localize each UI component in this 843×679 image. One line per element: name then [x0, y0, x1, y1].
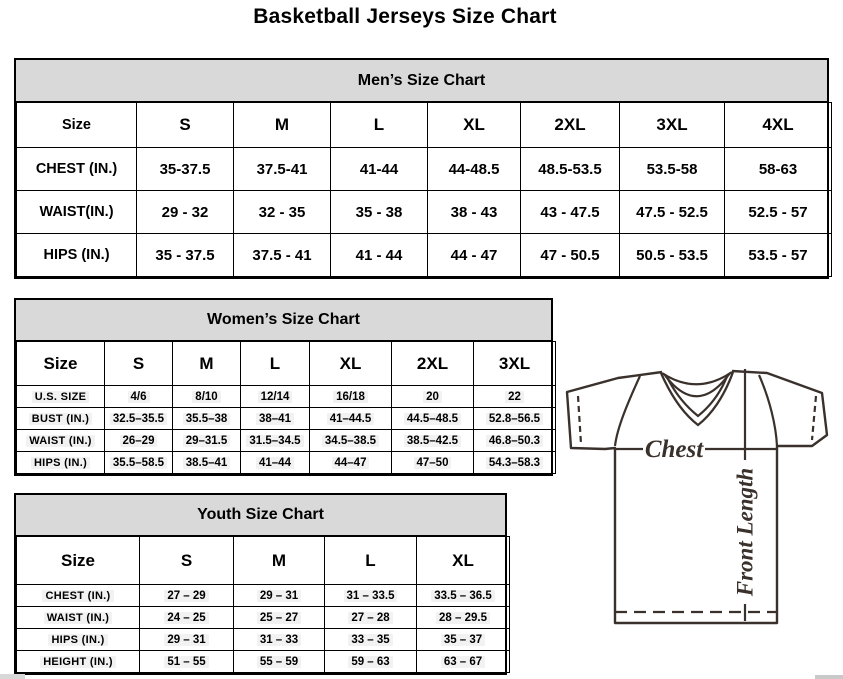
mens-grid-table	[16, 102, 832, 277]
mens-row-label-text: HIPS (IN.)	[43, 247, 110, 263]
youth-value-cell	[234, 629, 325, 651]
womens-value-cell-text: 44–47	[332, 457, 370, 469]
youth-column-header	[17, 537, 140, 585]
right-cuff-dashed-line	[812, 396, 816, 440]
right-armhole-seam	[759, 375, 777, 446]
womens-value-cell	[392, 386, 474, 408]
youth-value-cell-text: 29 – 31	[164, 634, 208, 646]
womens-column-header-text: L	[269, 353, 281, 373]
youth-data-row	[17, 585, 510, 607]
womens-row-label-text: BUST (IN.)	[29, 413, 92, 425]
youth-row-label	[17, 585, 140, 607]
mens-value-cell-text: 52.5 - 57	[748, 203, 808, 221]
womens-value-cell-text: 54.3–58.3	[486, 457, 543, 469]
womens-value-cell	[241, 408, 310, 430]
page-title: Basketball Jerseys Size Chart	[253, 5, 557, 28]
womens-column-header	[310, 342, 392, 386]
youth-row-label	[17, 629, 140, 651]
mens-value-cell-text: 50.5 - 53.5	[636, 246, 708, 264]
womens-value-cell	[105, 452, 173, 474]
mens-column-header-text: 2XL	[554, 115, 586, 134]
mens-value-cell	[521, 148, 620, 191]
youth-value-cell	[234, 651, 325, 673]
womens-value-cell	[392, 408, 474, 430]
youth-data-row	[17, 629, 510, 651]
youth-value-cell	[325, 607, 417, 629]
youth-value-cell	[234, 585, 325, 607]
womens-column-header-text: XL	[339, 353, 362, 373]
mens-column-header-text: 4XL	[762, 115, 794, 134]
youth-row-label-text: HEIGHT (IN.)	[40, 656, 116, 668]
youth-column-header-text: XL	[452, 550, 474, 570]
mens-value-cell	[331, 191, 428, 234]
womens-value-cell-text: 8/10	[192, 391, 220, 403]
mens-column-header	[234, 103, 331, 148]
jersey-measurement-diagram	[556, 360, 841, 674]
mens-row-label	[17, 191, 137, 234]
youth-value-cell	[234, 607, 325, 629]
left-cuff-dashed-line	[578, 396, 581, 444]
womens-value-cell	[310, 430, 392, 452]
mens-column-header-text: 3XL	[656, 115, 688, 134]
youth-value-cell	[417, 651, 510, 673]
mens-value-cell-text: 53.5 - 57	[748, 246, 808, 264]
youth-row-label-text: WAIST (IN.)	[44, 612, 113, 624]
womens-value-cell-text: 41–44	[256, 457, 294, 469]
womens-value-cell-text: 20	[423, 391, 442, 403]
mens-row-label	[17, 234, 137, 277]
womens-value-cell-text: 34.5–38.5	[322, 435, 379, 447]
mens-column-header	[428, 103, 521, 148]
scrollbar-fragment-left[interactable]	[0, 674, 25, 679]
youth-column-header-text: S	[180, 550, 193, 570]
mens-value-cell-text: 47.5 - 52.5	[636, 203, 708, 221]
womens-value-cell	[241, 452, 310, 474]
womens-value-cell-text: 47–50	[414, 457, 452, 469]
mens-column-header-text: S	[179, 115, 191, 134]
mens-size-chart-table	[14, 58, 829, 279]
womens-column-header-text: 2XL	[416, 353, 449, 373]
mens-value-cell	[331, 148, 428, 191]
mens-data-row	[17, 148, 832, 191]
youth-value-cell-text: 35 – 37	[441, 634, 485, 646]
womens-value-cell-text: 38–41	[256, 413, 294, 425]
mens-value-cell-text: 44 - 47	[450, 246, 498, 264]
youth-value-cell-text: 55 – 59	[257, 656, 301, 668]
youth-value-cell-text: 28 – 29.5	[436, 612, 490, 624]
youth-value-cell-text: 24 – 25	[164, 612, 208, 624]
youth-column-header	[325, 537, 417, 585]
mens-data-row	[17, 191, 832, 234]
youth-column-header-text: M	[271, 550, 287, 570]
youth-column-header-text: Size	[60, 550, 96, 570]
mens-value-cell	[137, 148, 234, 191]
mens-table-title: Men’s Size Chart	[16, 60, 827, 102]
mens-value-cell-text: 37.5-41	[256, 160, 308, 178]
youth-value-cell	[140, 629, 234, 651]
womens-data-row	[17, 408, 556, 430]
mens-value-cell-text: 47 - 50.5	[540, 246, 600, 264]
youth-row-label	[17, 651, 140, 673]
womens-value-cell	[173, 452, 241, 474]
womens-value-cell-text: 4/6	[128, 391, 150, 403]
youth-size-chart-table	[14, 493, 507, 675]
mens-value-cell	[521, 191, 620, 234]
youth-row-label	[17, 607, 140, 629]
mens-value-cell	[234, 148, 331, 191]
mens-value-cell-text: 38 - 43	[450, 203, 498, 221]
womens-value-cell-text: 38.5–42.5	[404, 435, 461, 447]
youth-value-cell	[417, 607, 510, 629]
youth-value-cell-text: 27 – 28	[348, 612, 392, 624]
mens-column-header	[331, 103, 428, 148]
mens-value-cell-text: 58-63	[758, 160, 798, 178]
mens-column-header	[620, 103, 725, 148]
youth-value-cell-text: 33.5 – 36.5	[431, 590, 495, 602]
womens-value-cell-text: 35.5–38	[183, 413, 231, 425]
mens-column-header	[137, 103, 234, 148]
youth-value-cell	[325, 585, 417, 607]
mens-value-cell-text: 32 - 35	[258, 203, 306, 221]
womens-value-cell	[474, 408, 556, 430]
youth-value-cell	[325, 629, 417, 651]
womens-value-cell	[105, 408, 173, 430]
mens-value-cell-text: 44-48.5	[448, 160, 500, 178]
womens-value-cell	[241, 386, 310, 408]
womens-column-header-text: S	[132, 353, 145, 373]
mens-value-cell	[331, 234, 428, 277]
womens-value-cell	[310, 408, 392, 430]
womens-value-cell-text: 46.8–50.3	[486, 435, 543, 447]
mens-data-row	[17, 234, 832, 277]
womens-value-cell	[474, 452, 556, 474]
youth-data-row	[17, 607, 510, 629]
chest-label: Chest	[644, 436, 704, 463]
youth-value-cell	[325, 651, 417, 673]
womens-data-row	[17, 430, 556, 452]
mens-value-cell	[521, 234, 620, 277]
mens-column-header	[521, 103, 620, 148]
mens-value-cell	[725, 234, 832, 277]
mens-column-header-text: M	[274, 115, 290, 134]
youth-column-header	[417, 537, 510, 585]
womens-column-header	[173, 342, 241, 386]
womens-value-cell-text: 32.5–35.5	[110, 413, 167, 425]
youth-column-header-text: L	[365, 550, 376, 570]
womens-value-cell	[241, 430, 310, 452]
mens-value-cell	[428, 234, 521, 277]
mens-value-cell-text: 43 - 47.5	[540, 203, 600, 221]
womens-column-header-text: M	[199, 353, 214, 373]
womens-value-cell-text: 16/18	[333, 391, 368, 403]
womens-value-cell-text: 31.5–34.5	[246, 435, 303, 447]
womens-data-row	[17, 452, 556, 474]
womens-column-header	[392, 342, 474, 386]
youth-value-cell	[140, 585, 234, 607]
womens-column-header	[105, 342, 173, 386]
mens-value-cell	[620, 148, 725, 191]
mens-value-cell-text: 35 - 38	[355, 203, 403, 221]
womens-column-header	[241, 342, 310, 386]
womens-value-cell-text: 29–31.5	[183, 435, 231, 447]
womens-row-label	[17, 386, 105, 408]
youth-value-cell-text: 33 – 35	[348, 634, 392, 646]
womens-value-cell-text: 38.5–41	[183, 457, 231, 469]
youth-table-title: Youth Size Chart	[16, 495, 505, 536]
mens-value-cell	[137, 191, 234, 234]
youth-table-grid	[16, 536, 505, 673]
mens-row-label	[17, 148, 137, 191]
mens-row-label-text: WAIST(IN.)	[39, 204, 114, 220]
jersey-outline	[567, 371, 827, 623]
mens-value-cell-text: 41 - 44	[355, 246, 403, 264]
womens-value-cell	[310, 452, 392, 474]
collar-v-outer	[661, 372, 733, 425]
womens-value-cell	[173, 408, 241, 430]
youth-value-cell-text: 63 – 67	[441, 656, 485, 668]
youth-data-row	[17, 651, 510, 673]
womens-row-label	[17, 408, 105, 430]
womens-value-cell	[173, 386, 241, 408]
youth-value-cell-text: 29 – 31	[257, 590, 301, 602]
womens-value-cell-text: 35.5–58.5	[110, 457, 167, 469]
mens-column-header	[17, 103, 137, 148]
womens-row-label-text: WAIST (IN.)	[26, 435, 95, 447]
youth-column-header	[234, 537, 325, 585]
womens-column-header	[17, 342, 105, 386]
mens-table-grid	[16, 102, 827, 277]
front-length-label: Front Length	[732, 467, 758, 597]
youth-column-header	[140, 537, 234, 585]
womens-row-label-text: U.S. SIZE	[32, 391, 90, 403]
womens-value-cell-text: 22	[505, 391, 524, 403]
womens-grid-table	[16, 341, 556, 474]
womens-column-header-text: 3XL	[498, 353, 531, 373]
mens-column-header	[725, 103, 832, 148]
mens-value-cell-text: 41-44	[359, 160, 399, 178]
womens-value-cell	[105, 386, 173, 408]
mens-column-header-text: Size	[61, 117, 91, 133]
womens-value-cell	[392, 452, 474, 474]
youth-value-cell-text: 31 – 33	[257, 634, 301, 646]
youth-value-cell	[417, 629, 510, 651]
womens-value-cell	[392, 430, 474, 452]
womens-row-label	[17, 430, 105, 452]
mens-value-cell	[620, 234, 725, 277]
womens-value-cell	[105, 430, 173, 452]
youth-value-cell-text: 59 – 63	[348, 656, 392, 668]
mens-row-label-text: CHEST (IN.)	[35, 161, 118, 177]
womens-value-cell	[474, 430, 556, 452]
womens-row-label	[17, 452, 105, 474]
womens-value-cell-text: 12/14	[258, 391, 293, 403]
youth-value-cell-text: 27 – 29	[164, 590, 208, 602]
womens-value-cell	[474, 386, 556, 408]
womens-column-header	[474, 342, 556, 386]
youth-value-cell	[140, 651, 234, 673]
womens-value-cell	[310, 386, 392, 408]
womens-size-chart-table	[14, 298, 553, 476]
youth-grid-table	[16, 536, 510, 673]
womens-header-row	[17, 342, 556, 386]
mens-value-cell-text: 29 - 32	[161, 203, 209, 221]
mens-column-header-text: L	[373, 115, 385, 134]
mens-value-cell	[234, 191, 331, 234]
youth-value-cell-text: 25 – 27	[257, 612, 301, 624]
womens-row-label-text: HIPS (IN.)	[31, 457, 90, 469]
mens-column-header-text: XL	[463, 115, 485, 134]
youth-value-cell-text: 31 – 33.5	[344, 590, 398, 602]
mens-value-cell	[428, 148, 521, 191]
left-armhole-seam	[615, 376, 640, 446]
womens-value-cell-text: 52.8–56.5	[486, 413, 543, 425]
youth-value-cell	[140, 607, 234, 629]
mens-value-cell-text: 48.5-53.5	[538, 160, 602, 178]
youth-value-cell	[417, 585, 510, 607]
mens-value-cell	[725, 191, 832, 234]
womens-table-title: Women’s Size Chart	[16, 300, 551, 341]
mens-value-cell	[234, 234, 331, 277]
mens-value-cell	[620, 191, 725, 234]
womens-value-cell-text: 26–29	[120, 435, 158, 447]
womens-data-row	[17, 386, 556, 408]
mens-header-row	[17, 103, 832, 148]
womens-value-cell	[173, 430, 241, 452]
womens-column-header-text: Size	[43, 353, 78, 373]
scrollbar-fragment-right[interactable]	[815, 675, 843, 679]
womens-value-cell-text: 41–44.5	[327, 413, 375, 425]
youth-row-label-text: HIPS (IN.)	[48, 634, 107, 646]
mens-value-cell	[725, 148, 832, 191]
womens-table-grid	[16, 341, 551, 474]
youth-header-row	[17, 537, 510, 585]
mens-value-cell-text: 35 - 37.5	[155, 246, 215, 264]
mens-value-cell	[137, 234, 234, 277]
youth-row-label-text: CHEST (IN.)	[42, 590, 113, 602]
youth-value-cell-text: 51 – 55	[164, 656, 208, 668]
mens-value-cell-text: 37.5 - 41	[252, 246, 312, 264]
mens-value-cell-text: 35-37.5	[159, 160, 211, 178]
mens-value-cell	[428, 191, 521, 234]
womens-value-cell-text: 44.5–48.5	[404, 413, 461, 425]
mens-value-cell-text: 53.5-58	[646, 160, 698, 178]
